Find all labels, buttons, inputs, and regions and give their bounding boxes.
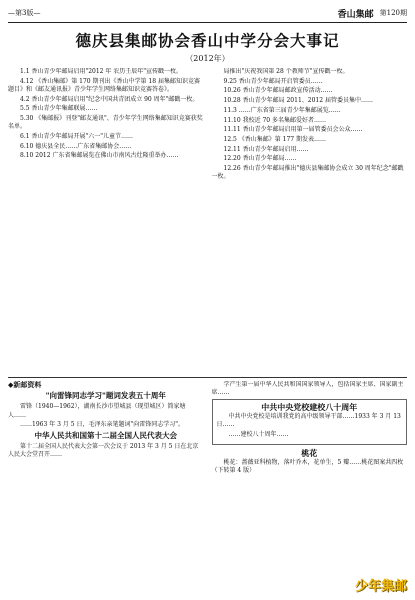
entry: 11.3 ……广东省第三届青少年集邮展览…… (223, 106, 341, 114)
entry: 5.30 《集邮报》刊登"邮友通讯"、青少年学生网络集邮知识竞赛获奖名单。 (8, 115, 203, 131)
entry: 4.2 香山青少年邮局启用"纪念中国共青团成立 90 周年"邮戳一枚。 (20, 95, 199, 103)
box-body: ……建校八十周年…… (228, 431, 289, 439)
section-divider (8, 377, 407, 378)
masthead: 香山集邮 (337, 9, 374, 20)
header-right (338, 7, 407, 20)
article-year: （2012年） (185, 54, 230, 63)
peach-title: 桃花 (301, 447, 318, 458)
article-columns (8, 68, 407, 373)
bottom-left-column (8, 381, 204, 477)
entry: 1.1 香山青少年邮局启用"2012 年 农历壬辰年"宣传戳一枚。 (20, 68, 183, 75)
entry: 10.28 香山青少年邮局 2011、2012 届管委员集中…… (223, 97, 373, 105)
page-number: —第3版— (8, 9, 41, 17)
entry: 12.20 香山青少年邮局…… (223, 155, 297, 163)
left-column (8, 68, 204, 373)
stamp-body: 学产生第一届中华人民共和国国家领导人，包括国家主席、国家副主席…… (211, 381, 404, 397)
entry: 11.10 我校近 70 多名集邮爱好者…… (223, 116, 327, 124)
stamp-body: 第十二届全国人民代表大会第一次会议于 2013 年 3 月 5 日在北京人民大会堂召开…… (8, 442, 199, 458)
star-icon: ◆ (8, 381, 14, 389)
entry: 12.11 香山青少年邮局启用…… (223, 145, 309, 153)
right-column (212, 68, 408, 373)
stamp-title: 中华人民共和国第十二届全国人民代表大会 (34, 430, 177, 440)
bottom-section (8, 381, 407, 477)
logo: 少年集邮 (354, 579, 407, 594)
entry: 6.1 香山青少年邮局开展"六一"儿童节…… (20, 132, 133, 140)
page-header (8, 6, 407, 23)
info-box (212, 399, 408, 445)
stamp-body: ……1963 年 3 月 5 日，毛泽东亲笔题词"向雷锋同志学习"。 (20, 421, 184, 429)
section-label: 新邮资料 (13, 381, 42, 389)
entry: 9.25 香山青少年邮局开启管委员…… (223, 77, 323, 85)
entry: 局推出"庆祝我国第 28 个教师节"宣传戳一枚。 (223, 68, 349, 75)
entry: 11.11 香山青少年邮局启用第一届管委员会公众…… (223, 126, 363, 134)
entry: 6.10 德庆县全民……广东省集邮协会…… (20, 142, 132, 150)
entry: 12.26 香山青少年邮局推出"德庆县集邮协会成立 30 周年纪念"邮戳一枚。 (211, 165, 404, 181)
box-body: 中共中央党校是培训我党的高中级领导干部……1933 年 3 月 13 日…… (216, 413, 401, 429)
box-title: 中共中央党校建校八十周年 (261, 401, 358, 412)
entry: 8.10 2012 广东省集邮展览在佛山市南风古灶隆重举办…… (20, 152, 179, 160)
entry: 12.5 《香山集邮》第 177 期发表…… (223, 135, 327, 143)
entry: 10.26 香山青少年邮局邮政宣传活动…… (223, 87, 333, 95)
bottom-right-column (212, 381, 408, 477)
issue-number: 第120期 (379, 9, 407, 17)
stamp-title: "向雷锋同志学习"题词发表五十周年 (45, 391, 166, 401)
article-title: 德庆县集邮协会香山中学分会大事记 (75, 31, 340, 50)
entry: 5.5 香山青少年集邮联展…… (20, 105, 98, 113)
stamp-body: 雷锋（1940—1962），湖南长沙市望城县（现望城区）简家塘人…… (8, 403, 186, 419)
peach-body: 桃花：蔷薇亚科植物，落叶乔木，花单生，5 瓣……桃花图案共四枚（下转第 4 版） (211, 458, 404, 475)
entry: 4.12 《香山集邮》第 170 期刊出《香山中学第 18 届集邮知识竞赛题目》和《邮友通讯报》青少年学生网络集邮知识竞赛答卷》。 (8, 77, 200, 93)
